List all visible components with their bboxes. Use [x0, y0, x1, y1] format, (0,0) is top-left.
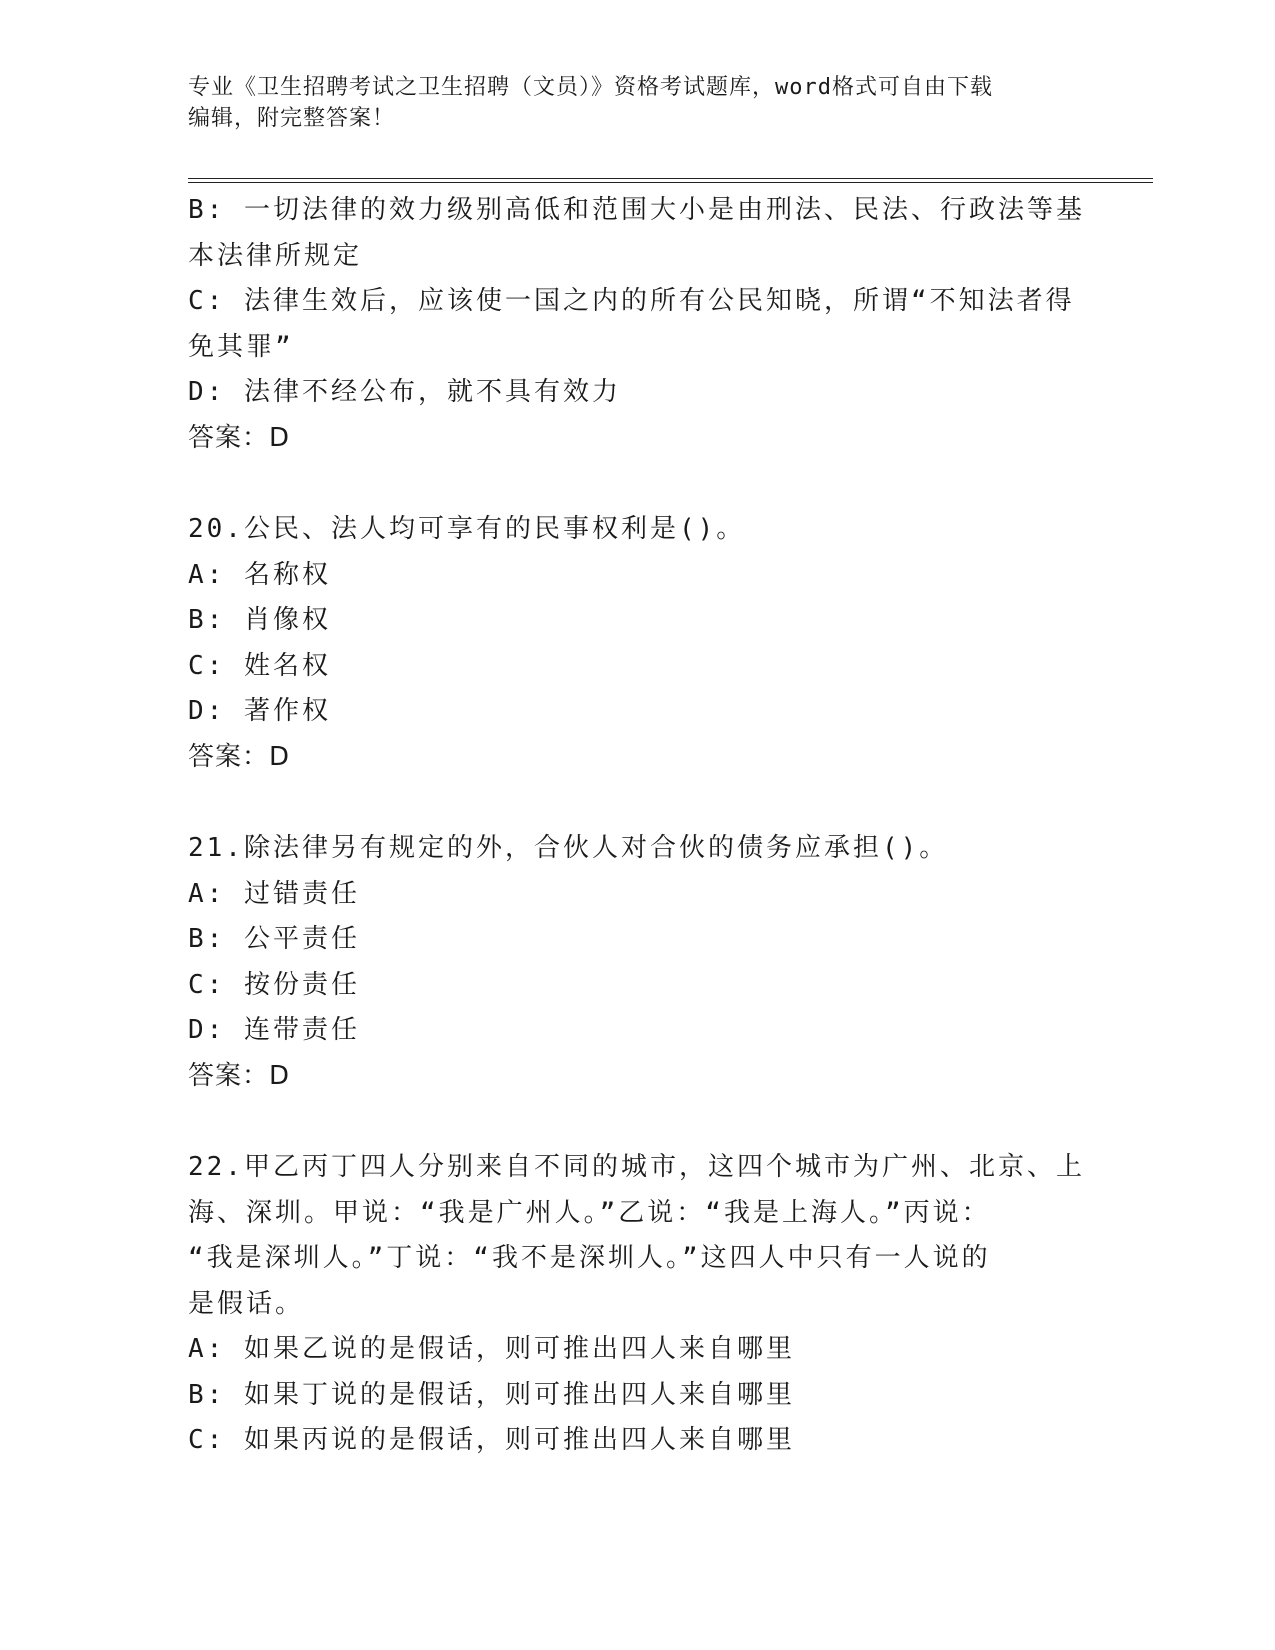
option-a: A: 名称权	[188, 559, 331, 590]
question-21	[188, 826, 1088, 1099]
header-divider	[188, 178, 1153, 183]
answer: 答案：D	[188, 422, 291, 453]
question-text-line-3: “我是深圳人。”丁说：“我不是深圳人。”这四人中只有一人说的	[188, 1243, 991, 1273]
document-header	[188, 72, 1088, 134]
option-d: D: 连带责任	[188, 1015, 360, 1045]
question-text: 21.除法律另有规定的外，合伙人对合伙的债务应承担()。	[188, 833, 949, 863]
option-c: C: 如果丙说的是假话，则可推出四人来自哪里	[188, 1425, 795, 1455]
option-c: C: 姓名权	[188, 650, 331, 681]
question-19-tail	[188, 188, 1088, 461]
option-a: A: 过错责任	[188, 878, 360, 909]
option-b: B: 肖像权	[188, 605, 331, 635]
option-a: A: 如果乙说的是假话，则可推出四人来自哪里	[188, 1334, 795, 1364]
answer: 答案：D	[188, 1060, 291, 1091]
spacer	[188, 461, 1088, 507]
question-22	[188, 1145, 1088, 1464]
option-d: D: 著作权	[188, 696, 331, 726]
option-c-line-1: C: 法律生效后，应该使一国之内的所有公民知晓，所谓“不知法者得	[188, 286, 1075, 316]
question-20	[188, 507, 1088, 780]
option-b: B: 如果丁说的是假话，则可推出四人来自哪里	[188, 1379, 795, 1410]
option-c: C: 按份责任	[188, 969, 360, 1000]
header-line-2: 编辑，附完整答案！	[188, 106, 396, 131]
header-line-1: 专业《卫生招聘考试之卫生招聘（文员）》资格考试题库，word格式可自由下载	[188, 75, 993, 100]
option-b: B: 公平责任	[188, 924, 360, 954]
spacer	[188, 1099, 1088, 1145]
answer: 答案：D	[188, 741, 291, 772]
spacer	[188, 780, 1088, 826]
question-text: 20.公民、法人均可享有的民事权利是()。	[188, 514, 746, 544]
option-b-line-2: 本法律所规定	[188, 240, 363, 271]
question-text-line-2: 海、深圳。甲说：“我是广州人。”乙说：“我是上海人。”丙说：	[188, 1197, 991, 1228]
option-d: D: 法律不经公布，就不具有效力	[188, 377, 621, 407]
question-text-line-4: 是假话。	[188, 1288, 305, 1319]
option-b-line-1: B: 一切法律的效力级别高低和范围大小是由刑法、民法、行政法等基	[188, 195, 1085, 225]
question-content	[188, 188, 1088, 1464]
option-c-line-2: 免其罪”	[188, 331, 294, 362]
question-text-line-1: 22.甲乙丙丁四人分别来自不同的城市，这四个城市为广州、北京、上	[188, 1152, 1085, 1182]
